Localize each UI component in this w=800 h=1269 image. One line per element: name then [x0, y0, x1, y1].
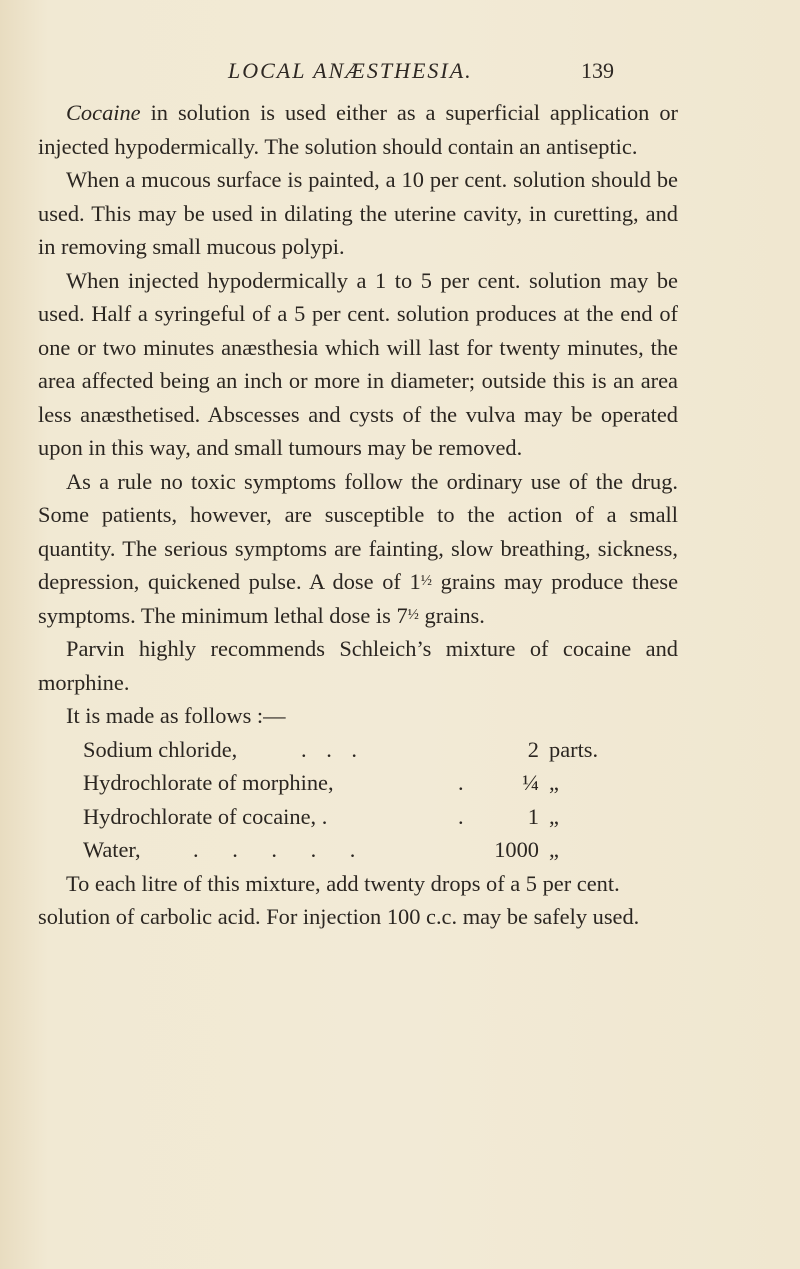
paragraph-toxic-symptoms: As a rule no toxic symptoms follow the ordinary use of the drug. Some patients, however, are susceptible to the action of a small quantity. The serious symptoms are fainting, slow breathing, sickness, depression, quickened pulse. A dose of 1½ grains may produce these symptoms. The minimum lethal dose is 7½ grains. [38, 468, 679, 628]
recipe-quantity: 1 [527, 803, 539, 829]
recipe-ingredient: Sodium chloride, [83, 736, 238, 762]
fraction-half: ½ [407, 606, 419, 623]
recipe-ingredient: Hydrochlorate of morphine, [83, 770, 334, 795]
recipe-quantity: 1000 [494, 837, 539, 862]
recipe-unit: parts. [549, 736, 599, 762]
paragraph-cocaine-intro: Cocaine in solution is used either as a superficial application or injected hypodermically. The solution should contain an antiseptic. [38, 100, 678, 159]
recipe-unit: „ [549, 803, 559, 829]
recipe-ingredient: Hydrochlorate of cocaine, . [83, 803, 328, 829]
paragraph-made-as-follows: It is made as follows :— [66, 703, 286, 728]
paragraph-mucous-surface: When a mucous surface is painted, a 10 per cent. solution should be used. This may be used in dilating the uterine cavity, in curetting, and in removing small mucous polypi. [38, 167, 678, 259]
recipe-quantity: 2 [527, 736, 539, 762]
recipe-leader-dots: . . . [301, 736, 357, 762]
paragraph-parvin: Parvin highly recommends Schleich’s mixture of cocaine and morphine. [38, 636, 678, 695]
recipe-row [83, 766, 673, 800]
recipe-leader-dots: . [458, 803, 464, 829]
recipe-ingredient: Water, [83, 837, 141, 862]
body-text [38, 96, 678, 934]
recipe-leader-dots: . . . . . [193, 837, 356, 862]
recipe-unit: „ [549, 837, 559, 862]
recipe-leader-dots: . [458, 770, 464, 795]
recipe-row [83, 733, 673, 767]
paragraph-carbolic-acid: To each litre of this mixture, add twenty drops of a 5 per cent. solution of carbolic acid. For injection 100 c.c. may be safely used. [38, 870, 640, 929]
recipe-row [83, 833, 673, 867]
running-title: LOCAL ANÆSTHESIA. [228, 58, 473, 83]
recipe-quantity: ¼ [522, 770, 539, 795]
recipe-unit: „ [549, 770, 559, 795]
fraction-half: ½ [420, 573, 432, 589]
page-header [0, 58, 800, 88]
italic-lead-word: Cocaine [66, 100, 141, 125]
page-number: 139 [581, 58, 614, 83]
paragraph-hypodermic: When injected hypodermically a 1 to 5 per cent. solution may be used. Half a syringeful of a 5 per cent. solution produces at the end of one or two minutes anæsthesia which will last for twenty minutes, the area affected being an inch or more in diameter; outside this is an area less anæsthetised. Abscesses and cysts of the vulva may be operated upon in this way, and small tumours may be removed. [38, 267, 678, 460]
recipe-row [83, 800, 673, 834]
recipe-list [38, 733, 678, 867]
